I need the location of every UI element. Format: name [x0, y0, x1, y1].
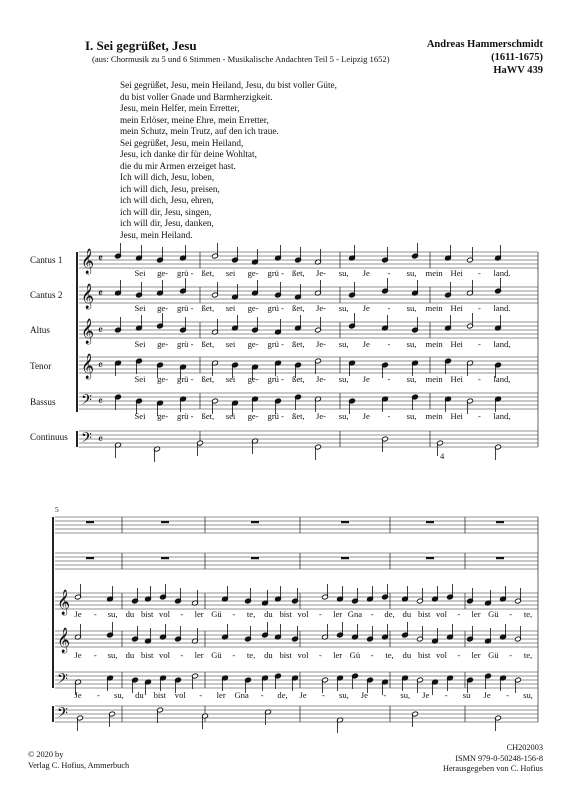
- system1-lyric: su,: [338, 411, 349, 421]
- system1-lyric: ßet,: [201, 339, 215, 349]
- poem-line: Sei gegrüßet, Jesu, mein Heiland,: [120, 137, 244, 148]
- system1-lyric: su,: [406, 268, 417, 278]
- system1-lyric: grü -: [267, 303, 284, 313]
- system1-lyric: ßet,: [292, 374, 305, 384]
- system2-lyric-bassus: su,: [400, 690, 411, 700]
- system1-lyric: ßet,: [201, 374, 215, 384]
- system1-lyric: ßet,: [292, 411, 305, 421]
- system2-lyric-altus: du: [264, 609, 273, 619]
- system2-lyric-tenor: te,: [523, 650, 533, 660]
- treble-clef-icon: 𝄞: [81, 283, 95, 308]
- poem-line: Jesu, mein Heiland.: [120, 229, 193, 240]
- poem-line: Ich will dich, Jesu, loben,: [120, 172, 215, 182]
- system1-lyric: ßet,: [201, 268, 215, 278]
- system2-lyric-altus: te,: [523, 609, 533, 619]
- system1-lyric: land,: [493, 411, 511, 421]
- system1-lyric: grü -: [267, 411, 284, 421]
- system2-lyric-bassus: -: [506, 690, 509, 700]
- system1-lyric: Je-: [315, 303, 327, 313]
- system1-lyric: grü -: [267, 268, 284, 278]
- system2-lyric-altus: -: [232, 609, 236, 619]
- system2-lyric-bassus: -: [444, 690, 448, 700]
- system1-lyric: Sei: [134, 374, 146, 384]
- system1-lyric: ge-: [157, 268, 169, 278]
- system1-lyric: Je: [362, 339, 370, 349]
- system2-lyric-tenor: -: [457, 650, 461, 660]
- system1-lyric: ge-: [157, 411, 169, 421]
- system1-lyric: mein: [425, 303, 443, 313]
- copyright-line: © 2020 by: [28, 750, 64, 759]
- system1-lyric: Je-: [315, 268, 327, 278]
- system2-lyric-altus: te,: [246, 609, 256, 619]
- system1-lyric: Sei: [134, 339, 146, 349]
- system1-lyric: su,: [406, 411, 417, 421]
- system2-lyric-altus: Gü: [211, 609, 222, 619]
- system1-lyric: Je-: [315, 374, 327, 384]
- system1-lyric: mein: [425, 268, 443, 278]
- system2-lyric-altus: Je: [74, 609, 82, 619]
- whole-rest-icon: [251, 521, 259, 523]
- system1-lyric: su,: [406, 303, 417, 313]
- system2-lyric-tenor: -: [318, 650, 322, 660]
- system1-lyric: Je: [362, 374, 370, 384]
- system1-lyric: -: [477, 374, 481, 384]
- system2-lyric-tenor: te,: [385, 650, 394, 660]
- whole-rest-icon: [161, 557, 169, 559]
- system2-lyric-tenor: -: [509, 650, 513, 660]
- system2-lyric-altus: du: [125, 609, 135, 619]
- part-label-continuus: Continuus: [30, 432, 68, 442]
- system2-lyric-tenor: ler: [333, 650, 343, 660]
- system1-lyric: -: [387, 339, 391, 349]
- treble-clef-icon: 𝄞: [57, 627, 71, 652]
- system1-lyric: land,: [493, 339, 511, 349]
- system1-lyric: grü -: [177, 411, 194, 421]
- system2-lyric-bassus: su,: [114, 690, 124, 700]
- system2-lyric-tenor: Gü: [349, 650, 361, 660]
- system1-lyric: ßet,: [292, 303, 305, 313]
- system2-lyric-bassus: de,: [277, 690, 288, 700]
- system1-lyric: Sei: [134, 303, 146, 313]
- piece-title: I. Sei gegrüßet, Jesu: [85, 38, 197, 53]
- system2-lyric-altus: bist: [141, 609, 154, 619]
- poem-line: die du mir Armen erzeiget hast.: [120, 160, 236, 171]
- system1-lyric: ge-: [247, 268, 259, 278]
- system1-lyric: ge-: [247, 411, 259, 421]
- system2-lyric-bassus: su: [462, 690, 471, 700]
- poem-line: ich will dich, Jesu, preisen,: [120, 183, 220, 194]
- time-signature-icon: 𝄴: [98, 434, 103, 446]
- system1-lyric: su,: [338, 268, 349, 278]
- system2-lyric-tenor: -: [180, 650, 184, 660]
- poem-line: ich will dir, Jesu, singen,: [120, 206, 212, 217]
- system2-lyric-altus: -: [318, 609, 322, 619]
- time-signature-icon: 𝄴: [98, 396, 103, 408]
- system1-lyric: ge-: [247, 303, 259, 313]
- system1-lyric: sei: [225, 411, 236, 421]
- system2-lyric-tenor: vol: [435, 650, 447, 660]
- system2-lyric-tenor: su,: [107, 650, 118, 660]
- system1-bracket: [76, 252, 78, 412]
- system1-lyric: ge-: [157, 374, 169, 384]
- bass-clef-icon: 𝄢: [81, 430, 92, 449]
- time-signature-icon: 𝄵: [98, 253, 103, 265]
- system1-lyric: ßet,: [201, 303, 215, 313]
- poem-line: ich will dich, Jesu, ehren,: [120, 195, 214, 205]
- treble-clef-icon: 𝄞: [81, 318, 95, 343]
- system2-lyric-tenor: Gü: [488, 650, 499, 660]
- poem-line: du bist voller Gnade und Barmherzigkeit.: [120, 91, 273, 102]
- system2-lyric-bassus: -: [383, 690, 387, 700]
- system1-lyric: Sei: [134, 268, 146, 278]
- poem-line: Sei gegrüßet, Jesu, mein Heiland, Jesu, du bist voller Güte,: [120, 80, 337, 90]
- whole-rest-icon: [426, 521, 434, 523]
- part-label-cantus2: Cantus 2: [30, 290, 63, 300]
- system2-lyric-bassus: Gna: [234, 690, 249, 700]
- system2-lyric-tenor: ler: [471, 650, 481, 660]
- system2-lyric-bassus: du: [135, 690, 144, 700]
- system1-lyric: mein: [425, 339, 443, 349]
- system2-lyric-tenor: -: [93, 650, 97, 660]
- system1-lyric: grü -: [177, 374, 194, 384]
- system1-lyric: su,: [338, 303, 349, 313]
- system1-lyric: land.: [493, 303, 511, 313]
- whole-rest-icon: [86, 521, 94, 523]
- system1-lyric: land.: [493, 268, 511, 278]
- system2-lyric-altus: ler: [333, 609, 343, 619]
- system2-lyric-tenor: du: [125, 650, 135, 660]
- system1-lyric: mein: [425, 374, 443, 384]
- system1-lyric: sei: [225, 339, 236, 349]
- figured-bass-number: 4: [440, 451, 445, 461]
- system2-lyric-tenor: bist: [279, 650, 292, 660]
- system2-lyric-altus: -: [457, 609, 461, 619]
- catalog-number: HaWV 439: [493, 65, 543, 76]
- composer-name: Andreas Hammerschmidt: [426, 39, 543, 50]
- system1-lyric: ßet,: [201, 411, 215, 421]
- system1-lyric: Je: [362, 268, 370, 278]
- system2-lyric-tenor: -: [232, 650, 236, 660]
- system2-lyric-altus: -: [93, 609, 97, 619]
- system2-lyric-bassus: Je: [422, 690, 430, 700]
- system1-lyric: -: [387, 374, 391, 384]
- system1-lyric: su,: [406, 374, 417, 384]
- whole-rest-icon: [496, 521, 504, 523]
- system2-lyric-tenor: vol: [159, 650, 171, 660]
- system2-lyric-bassus: ler: [216, 690, 226, 700]
- system2-lyric-bassus: Je: [74, 690, 82, 700]
- system2-lyric-tenor: Je: [74, 650, 82, 660]
- part-label-bassus: Bassus: [30, 397, 56, 407]
- system2-lyric-bassus: su,: [339, 690, 349, 700]
- system1-lyric: ge-: [157, 303, 169, 313]
- system1-lyric: ge-: [157, 339, 169, 349]
- bass-clef-icon: 𝄢: [57, 705, 68, 724]
- system2-lyric-altus: ler: [194, 609, 204, 619]
- system1-lyric: mein: [425, 411, 443, 421]
- system2-lyric-altus: de,: [384, 609, 395, 619]
- system2-lyric-altus: du: [402, 609, 412, 619]
- publisher-line: Verlag C. Hofius, Ammerbuch: [28, 760, 130, 770]
- system1-lyric: Hei: [450, 374, 463, 384]
- system1-lyric: su,: [338, 339, 349, 349]
- ismn-line: ISMN 979-0-50248-156-8: [455, 753, 543, 763]
- treble-clef-icon: 𝄞: [81, 353, 95, 378]
- system2-lyric-tenor: bist: [417, 650, 431, 660]
- system2-lyric-bassus: -: [199, 690, 203, 700]
- system2-lyric-altus: su,: [107, 609, 118, 619]
- system1-lyric: Je: [362, 303, 370, 313]
- poem-line: mein Schutz, mein Trutz, auf den ich traue.: [120, 126, 279, 136]
- system1-lyric: -: [477, 303, 481, 313]
- system2-lyric-bassus: Je: [299, 690, 307, 700]
- system2-lyric-altus: bist: [417, 609, 431, 619]
- part-label-cantus1: Cantus 1: [30, 255, 63, 265]
- whole-rest-icon: [251, 557, 259, 559]
- poem-line: Jesu, mein Helfer, mein Erretter,: [120, 103, 240, 113]
- system1-lyric: sei: [225, 374, 236, 384]
- treble-clef-icon: 𝄞: [81, 248, 95, 273]
- poem-line: Jesu, ich danke dir für deine Wohltat,: [120, 149, 257, 159]
- system2-lyric-bassus: -: [260, 690, 264, 700]
- system1-lyric: grü -: [267, 374, 284, 384]
- system1-lyric: ge-: [247, 339, 259, 349]
- measure-number: 5: [55, 505, 59, 514]
- footer-copyright: [28, 750, 129, 771]
- footer-catalog: [443, 743, 543, 775]
- system2-lyric-altus: -: [509, 609, 513, 619]
- system1-lyric: Hei: [450, 303, 463, 313]
- system1-lyric: grü -: [177, 339, 194, 349]
- system2-lyric-tenor: du: [402, 650, 412, 660]
- system2-lyric-altus: vol: [435, 609, 447, 619]
- system1-lyric: Hei: [450, 268, 463, 278]
- system2-bracket: [52, 517, 54, 688]
- system2-lyric-bassus: bist: [153, 690, 167, 700]
- treble-clef-icon: 𝄞: [57, 589, 71, 614]
- system2-lyric-bassus: vol: [174, 690, 186, 700]
- system1-lyric: -: [387, 411, 391, 421]
- whole-rest-icon: [341, 521, 349, 523]
- system1-lyric: Sei: [134, 411, 146, 421]
- system1-lyric: sei: [225, 303, 236, 313]
- system2-lyric-altus: ler: [471, 609, 481, 619]
- system1-continuo-bracket: [76, 431, 78, 447]
- system1-lyric: grü -: [177, 303, 194, 313]
- system1-lyric: -: [387, 268, 391, 278]
- system1-lyric: -: [387, 303, 391, 313]
- composer-dates: (1611-1675): [491, 52, 543, 63]
- piece-subtitle: (aus: Chormusik zu 5 und 6 Stimmen - Musikalische Andachten Teil 5 - Leipzig 1652): [92, 54, 390, 64]
- system2-lyric-bassus: -: [322, 690, 325, 700]
- system1-lyric: su,: [406, 339, 417, 349]
- system2-lyric-tenor: bist: [141, 650, 154, 660]
- system2-lyric-altus: Gna: [347, 609, 363, 619]
- edition-code: CH202003: [506, 743, 543, 752]
- system1-lyric: Je-: [315, 411, 327, 421]
- whole-rest-icon: [496, 557, 504, 559]
- system2-lyric-altus: vol: [297, 609, 309, 619]
- system2-lyric-tenor: du: [264, 650, 273, 660]
- system2-lyric-altus: -: [180, 609, 184, 619]
- part-label-altus: Altus: [30, 325, 50, 335]
- editor-line: Herausgegeben von C. Hofius: [442, 764, 543, 773]
- system2-lyric-tenor: vol: [297, 650, 309, 660]
- system2-lyric-altus: Gü: [488, 609, 499, 619]
- system1-lyric: sei: [225, 268, 236, 278]
- system2-continuo-bracket: [52, 706, 54, 722]
- bass-clef-icon: 𝄢: [81, 392, 92, 411]
- system2-lyric-altus: vol: [159, 609, 171, 619]
- system1-lyric: ßet,: [292, 339, 305, 349]
- bass-clef-icon: 𝄢: [57, 671, 68, 690]
- part-label-tenor: Tenor: [30, 361, 52, 371]
- system1-lyric: ge-: [247, 374, 259, 384]
- system1-lyric: -: [477, 339, 481, 349]
- system1-lyric: grü -: [177, 268, 194, 278]
- system1-lyric: -: [477, 411, 481, 421]
- system1-lyric: Je-: [315, 339, 327, 349]
- system1-lyric: grü -: [267, 339, 284, 349]
- system2-lyric-tenor: -: [370, 650, 374, 660]
- system1-lyric: -: [477, 268, 481, 278]
- system2-lyric-bassus: -: [97, 690, 100, 700]
- poem-line: ich will dir, Jesu, danken,: [120, 218, 214, 228]
- system2-lyric-bassus: Je: [483, 690, 491, 700]
- system2-lyric-bassus: Je: [360, 690, 368, 700]
- system1-lyric: ßet,: [292, 268, 305, 278]
- time-signature-icon: 𝄵: [98, 288, 103, 300]
- time-signature-icon: 𝄴: [98, 360, 103, 372]
- system2-lyric-altus: bist: [279, 609, 292, 619]
- system2-lyric-tenor: Gü: [211, 650, 222, 660]
- system1-lyric: land,: [493, 374, 511, 384]
- whole-rest-icon: [341, 557, 349, 559]
- system1-lyric: Hei: [450, 411, 463, 421]
- system2-lyric-tenor: te,: [246, 650, 256, 660]
- whole-rest-icon: [86, 557, 94, 559]
- system1-lyric: su,: [338, 374, 349, 384]
- system1-lyric: Hei: [450, 339, 463, 349]
- system2-lyric-bassus: su,: [523, 690, 533, 700]
- whole-rest-icon: [426, 557, 434, 559]
- poem-line: mein Erlöser, meine Ehre, mein Erretter,: [120, 114, 269, 125]
- system2-lyric-altus: -: [370, 609, 374, 619]
- system1-lyric: Je: [362, 411, 370, 421]
- whole-rest-icon: [161, 521, 169, 523]
- system2-lyric-tenor: ler: [194, 650, 204, 660]
- time-signature-icon: 𝄴: [98, 325, 103, 337]
